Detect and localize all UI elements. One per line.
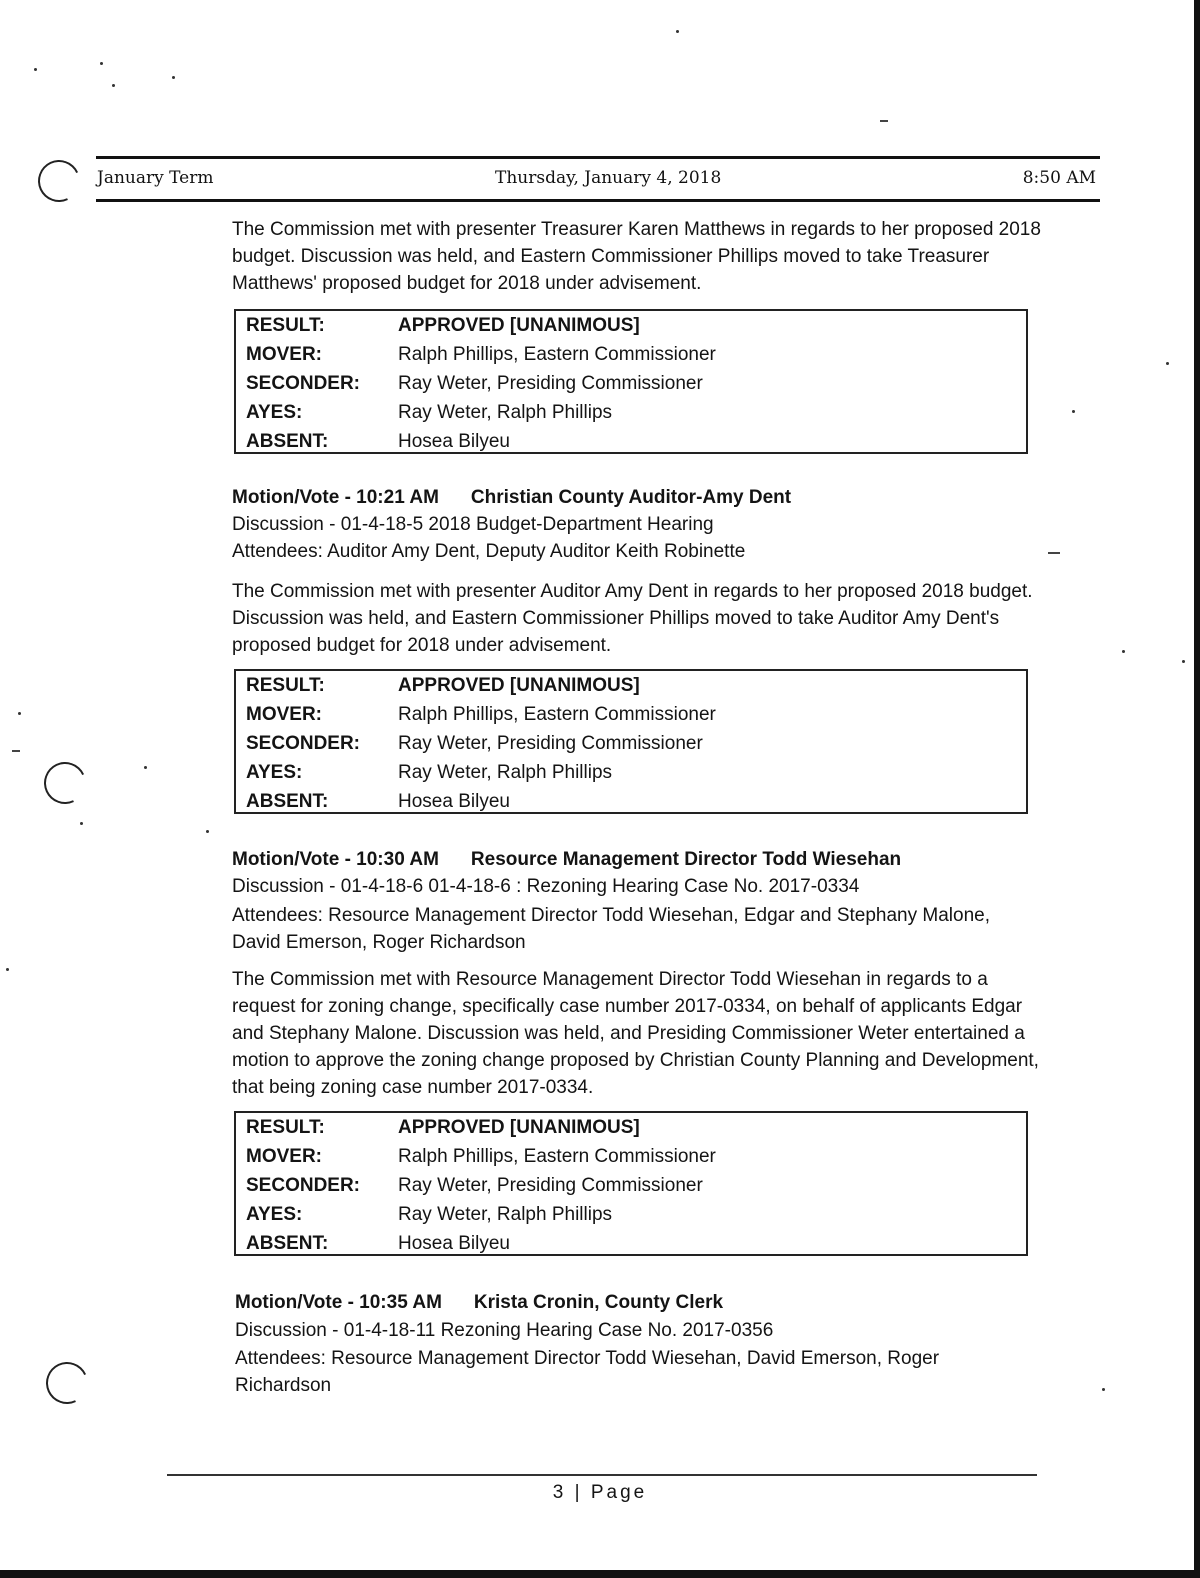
header-date: Thursday, January 4, 2018	[495, 168, 722, 188]
scan-speck	[80, 822, 83, 825]
vote-table	[234, 309, 1028, 454]
mover-label: MOVER:	[246, 1146, 322, 1167]
motion-body: The Commission met with presenter Auditor Amy Dent in regards to her proposed 2018 budget. Discussion was held, and Eastern Commissioner Phillips moved to take Auditor Amy Dent's proposed budget for 2018 under advisement.	[232, 581, 1033, 656]
footer-rule	[167, 1474, 1037, 1476]
scan-speck	[144, 766, 147, 769]
scan-speck	[100, 62, 103, 65]
scan-speck	[1182, 660, 1185, 663]
scan-speck	[172, 76, 175, 79]
vote-table	[234, 1111, 1028, 1256]
absent-label: ABSENT:	[246, 1233, 329, 1254]
motion-discussion: Discussion - 01-4-18-5 2018 Budget-Department Hearing	[232, 514, 714, 535]
seconder-value: Ray Weter, Presiding Commissioner	[398, 373, 703, 394]
absent-label: ABSENT:	[246, 431, 329, 452]
punch-hole-icon	[40, 1356, 94, 1410]
ayes-value: Ray Weter, Ralph Phillips	[398, 762, 613, 783]
motion-attendees: Attendees: Auditor Amy Dent, Deputy Auditor Keith Robinette	[232, 541, 746, 562]
seconder-label: SECONDER:	[246, 1175, 361, 1196]
scan-dash	[1048, 552, 1060, 554]
scan-speck	[112, 84, 115, 87]
result-label: RESULT:	[246, 675, 325, 696]
mover-value: Ralph Phillips, Eastern Commissioner	[398, 1146, 716, 1167]
scan-speck	[1166, 362, 1169, 365]
absent-value: Hosea Bilyeu	[398, 1233, 510, 1254]
scan-edge-bottom	[0, 1570, 1200, 1578]
result-label: RESULT:	[246, 315, 325, 336]
mover-value: Ralph Phillips, Eastern Commissioner	[398, 344, 716, 365]
header-rule-top	[96, 156, 1100, 159]
motion-title: Resource Management Director Todd Wiesehan	[470, 849, 902, 870]
scan-speck	[1072, 410, 1075, 413]
intro-paragraph: The Commission met with presenter Treasurer Karen Matthews in regards to her proposed 2018 budget. Discussion was held, and Eastern Commissioner Phillips moved to take Treasurer Matthews' proposed budget for 2018 under advisement.	[232, 219, 1041, 294]
scan-speck	[676, 30, 679, 33]
seconder-value: Ray Weter, Presiding Commissioner	[398, 733, 703, 754]
seconder-label: SECONDER:	[246, 373, 361, 394]
ayes-label: AYES:	[246, 1204, 303, 1225]
seconder-value: Ray Weter, Presiding Commissioner	[398, 1175, 703, 1196]
result-value: APPROVED [UNANIMOUS]	[398, 315, 640, 336]
result-label: RESULT:	[246, 1117, 325, 1138]
absent-value: Hosea Bilyeu	[398, 791, 510, 812]
motion-attendees: Attendees: Resource Management Director Todd Wiesehan, David Emerson, Roger Richardson	[235, 1348, 940, 1396]
punch-hole-icon	[38, 756, 92, 810]
header-rule-bottom	[96, 199, 1100, 202]
motion-title: Krista Cronin, County Clerk	[473, 1292, 724, 1313]
page-number: 3 | Page	[552, 1482, 648, 1503]
motion-title: Christian County Auditor-Amy Dent	[470, 487, 792, 508]
absent-value: Hosea Bilyeu	[398, 431, 510, 452]
mover-label: MOVER:	[246, 344, 322, 365]
ayes-value: Ray Weter, Ralph Phillips	[398, 1204, 613, 1225]
motion-heading	[232, 487, 791, 509]
scan-speck	[6, 968, 9, 971]
scan-speck	[206, 830, 209, 833]
punch-hole-icon	[32, 154, 86, 208]
motion-label: Motion/Vote - 10:21 AM	[232, 487, 439, 508]
motion-body: The Commission met with Resource Management Director Todd Wiesehan in regards to a request for zoning change, specifically case number 2017-0334, on behalf of applicants Edgar and Stephany Malone. Discussion was held, and Presiding Commissioner Weter entertained a motion to approve the zoning change proposed by Christian County Planning and Development, that being zoning case number 2017-0334.	[232, 969, 1039, 1098]
absent-label: ABSENT:	[246, 791, 329, 812]
scan-edge-right	[1194, 0, 1200, 1578]
motion-label: Motion/Vote - 10:30 AM	[232, 849, 439, 870]
motion-heading	[232, 849, 901, 871]
header-term: January Term	[97, 168, 214, 188]
motion-discussion: Discussion - 01-4-18-11 Rezoning Hearing Case No. 2017-0356	[235, 1320, 774, 1341]
mover-value: Ralph Phillips, Eastern Commissioner	[398, 704, 716, 725]
motion-label: Motion/Vote - 10:35 AM	[235, 1292, 442, 1313]
ayes-label: AYES:	[246, 402, 303, 423]
header-time: 8:50 AM	[1022, 168, 1096, 188]
motion-heading	[235, 1292, 723, 1314]
ayes-value: Ray Weter, Ralph Phillips	[398, 402, 613, 423]
mover-label: MOVER:	[246, 704, 322, 725]
scan-speck	[1102, 1388, 1105, 1391]
result-value: APPROVED [UNANIMOUS]	[398, 1117, 640, 1138]
scan-speck	[18, 712, 21, 715]
scan-speck	[1122, 650, 1125, 653]
scan-speck	[34, 68, 37, 71]
ayes-label: AYES:	[246, 762, 303, 783]
scan-dash	[12, 750, 20, 752]
vote-table	[234, 669, 1028, 814]
motion-attendees: Attendees: Resource Management Director Todd Wiesehan, Edgar and Stephany Malone, David Emerson, Roger Richardson	[232, 905, 990, 953]
scan-dash	[880, 120, 888, 122]
motion-discussion: Discussion - 01-4-18-6 01-4-18-6 : Rezoning Hearing Case No. 2017-0334	[232, 876, 860, 897]
seconder-label: SECONDER:	[246, 733, 361, 754]
result-value: APPROVED [UNANIMOUS]	[398, 675, 640, 696]
